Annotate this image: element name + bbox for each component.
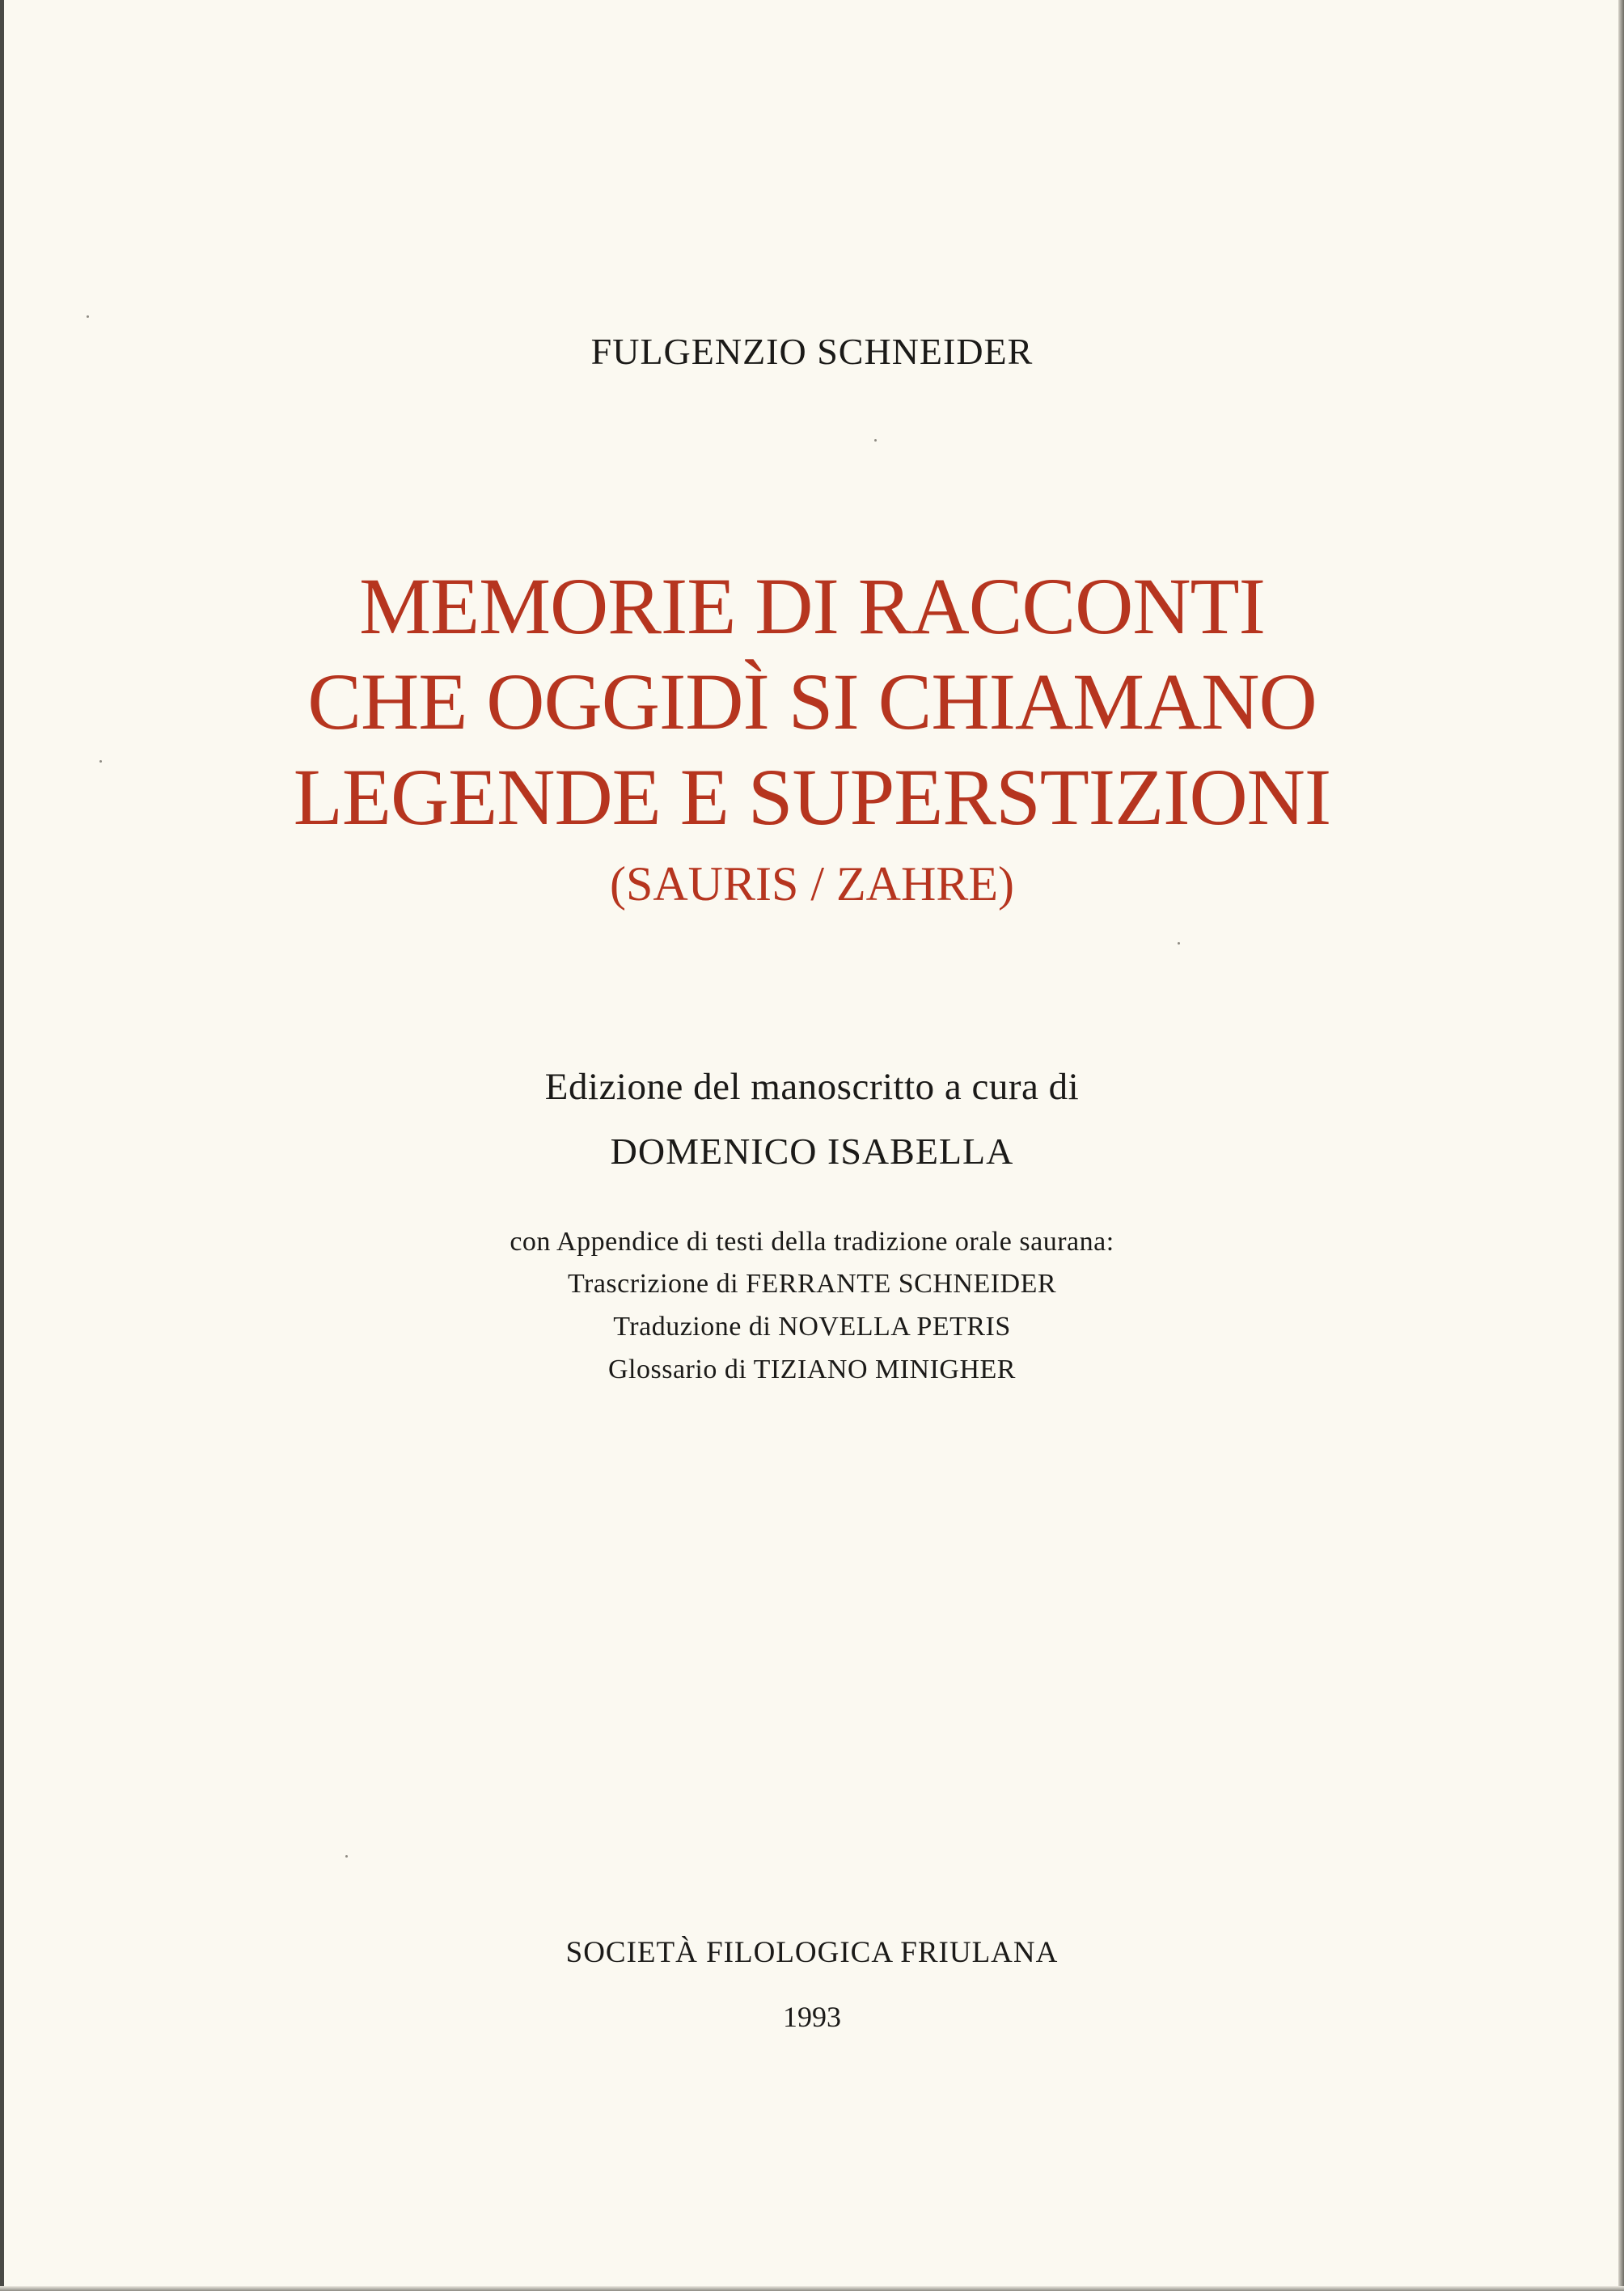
paper-speck: [1178, 942, 1180, 945]
subtitle: (SAURIS / ZAHRE): [609, 857, 1014, 911]
appendix-line-1: con Appendice di testi della tradizione orale saurana:: [510, 1227, 1114, 1257]
paper-speck: [874, 439, 877, 442]
paper-speck: [87, 315, 89, 318]
paper-speck: [345, 1855, 348, 1858]
appendix-line-4: Glossario di TIZIANO MINIGHER: [608, 1355, 1016, 1384]
title-line-1: MEMORIE DI RACCONTI: [359, 561, 1265, 651]
title-line-2: CHE OGGIDÌ SI CHIAMANO: [307, 657, 1317, 746]
title-line-3: LEGENDE E SUPERSTIZIONI: [293, 752, 1331, 842]
author-name: FULGENZIO SCHNEIDER: [590, 331, 1034, 372]
appendix-line-2: Trascrizione di FERRANTE SCHNEIDER: [567, 1269, 1057, 1299]
editor-name: DOMENICO ISABELLA: [610, 1131, 1014, 1172]
appendix-line-3: Traduzione di NOVELLA PETRIS: [613, 1312, 1011, 1342]
edition-line: Edizione del manoscritto a cura di: [544, 1066, 1080, 1108]
scan-bottom-edge: [0, 2286, 1624, 2291]
publication-year: 1993: [783, 2001, 841, 2033]
publisher-name: SOCIETÀ FILOLOGICA FRIULANA: [565, 1936, 1059, 1969]
